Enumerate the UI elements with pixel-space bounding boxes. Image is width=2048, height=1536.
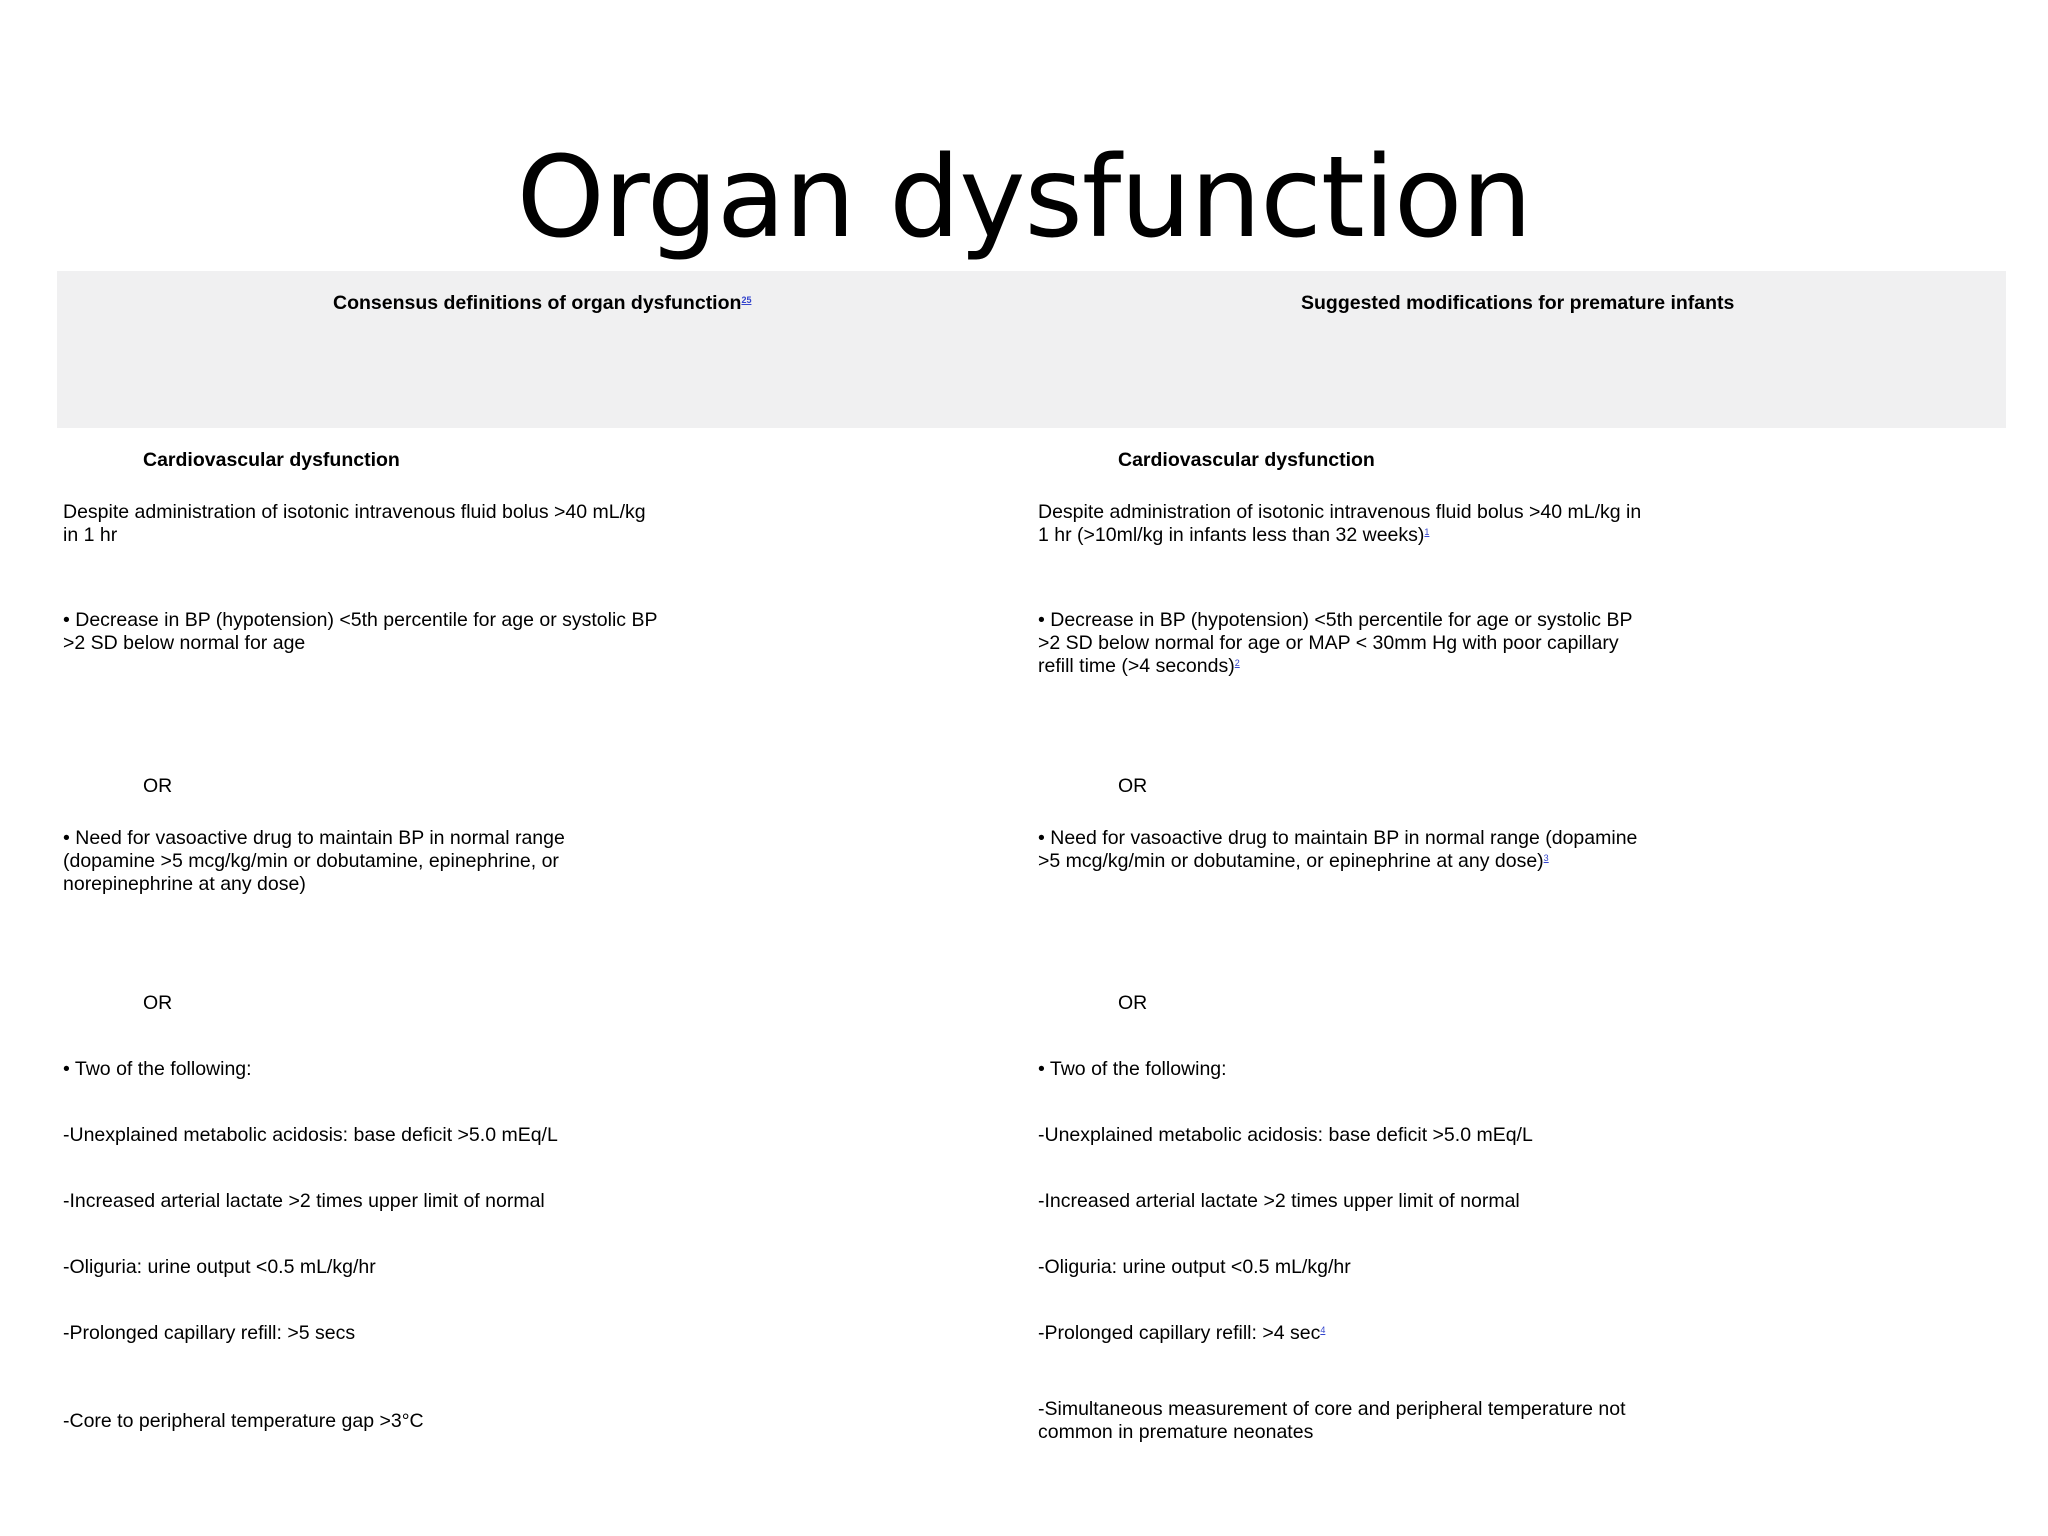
left-two-following: • Two of the following: — [63, 1058, 252, 1080]
left-or-1: OR — [143, 775, 173, 797]
reference-link-25[interactable]: 25 — [741, 295, 752, 305]
right-lactate: -Increased arterial lactate >2 times upper limit of normal — [1038, 1190, 1520, 1212]
left-fluid-line-1: Despite administration of isotonic intravenous fluid bolus >40 mL/kg — [63, 501, 646, 523]
right-vaso-line-2-text: >5 mcg/kg/min or dobutamine, or epinephrine at any dose) — [1038, 850, 1544, 872]
reference-link-2[interactable]: 2 — [1234, 658, 1240, 668]
reference-link-4[interactable]: 4 — [1320, 1325, 1326, 1335]
reference-link-1[interactable]: 1 — [1424, 527, 1430, 537]
right-fluid-line-2-text: 1 hr (>10ml/kg in infants less than 32 weeks) — [1038, 524, 1425, 546]
right-bp-line-2: >2 SD below normal for age or MAP < 30mm Hg with poor capillary — [1038, 632, 1619, 654]
left-column-header — [333, 291, 751, 315]
right-oliguria: -Oliguria: urine output <0.5 mL/kg/hr — [1038, 1256, 1351, 1278]
left-acidosis: -Unexplained metabolic acidosis: base deficit >5.0 mEq/L — [63, 1124, 558, 1146]
left-bp-line-2: >2 SD below normal for age — [63, 632, 306, 654]
left-vaso-line-3: norepinephrine at any dose) — [63, 873, 306, 895]
right-or-2: OR — [1118, 992, 1148, 1014]
right-vaso-line-2 — [1038, 850, 1549, 873]
right-column-header: Suggested modifications for premature infants — [1301, 292, 1735, 314]
left-vaso-line-2: (dopamine >5 mcg/kg/min or dobutamine, epinephrine, or — [63, 850, 559, 872]
left-oliguria: -Oliguria: urine output <0.5 mL/kg/hr — [63, 1256, 376, 1278]
left-lactate: -Increased arterial lactate >2 times upper limit of normal — [63, 1190, 545, 1212]
right-fluid-line-2 — [1038, 524, 1429, 547]
left-bp-line-1: • Decrease in BP (hypotension) <5th percentile for age or systolic BP — [63, 609, 658, 631]
right-bp-line-1: • Decrease in BP (hypotension) <5th percentile for age or systolic BP — [1038, 609, 1633, 631]
right-vaso-line-1: • Need for vasoactive drug to maintain BP in normal range (dopamine — [1038, 827, 1638, 849]
right-capillary-refill — [1038, 1322, 1325, 1345]
slide-title: Organ dysfunction — [516, 133, 1532, 263]
left-vaso-line-1: • Need for vasoactive drug to maintain BP in normal range — [63, 827, 565, 849]
right-capillary-refill-text: -Prolonged capillary refill: >4 sec — [1038, 1322, 1321, 1344]
right-acidosis: -Unexplained metabolic acidosis: base deficit >5.0 mEq/L — [1038, 1124, 1533, 1146]
left-temperature-gap: -Core to peripheral temperature gap >3°C — [63, 1410, 424, 1432]
right-or-1: OR — [1118, 775, 1148, 797]
left-section-heading: Cardiovascular dysfunction — [143, 449, 400, 471]
right-temperature-line-1: -Simultaneous measurement of core and peripheral temperature not — [1038, 1398, 1626, 1420]
left-fluid-line-2: in 1 hr — [63, 524, 118, 546]
left-or-2: OR — [143, 992, 173, 1014]
reference-link-3[interactable]: 3 — [1543, 853, 1549, 863]
right-bp-line-3-text: refill time (>4 seconds) — [1038, 655, 1235, 677]
right-fluid-line-1: Despite administration of isotonic intravenous fluid bolus >40 mL/kg in — [1038, 501, 1642, 523]
right-two-following: • Two of the following: — [1038, 1058, 1227, 1080]
left-capillary-refill: -Prolonged capillary refill: >5 secs — [63, 1322, 356, 1344]
right-section-heading: Cardiovascular dysfunction — [1118, 449, 1375, 471]
right-temperature-line-2: common in premature neonates — [1038, 1421, 1314, 1443]
right-bp-line-3 — [1038, 655, 1240, 678]
left-column-header-text: Consensus definitions of organ dysfunction — [333, 292, 742, 314]
